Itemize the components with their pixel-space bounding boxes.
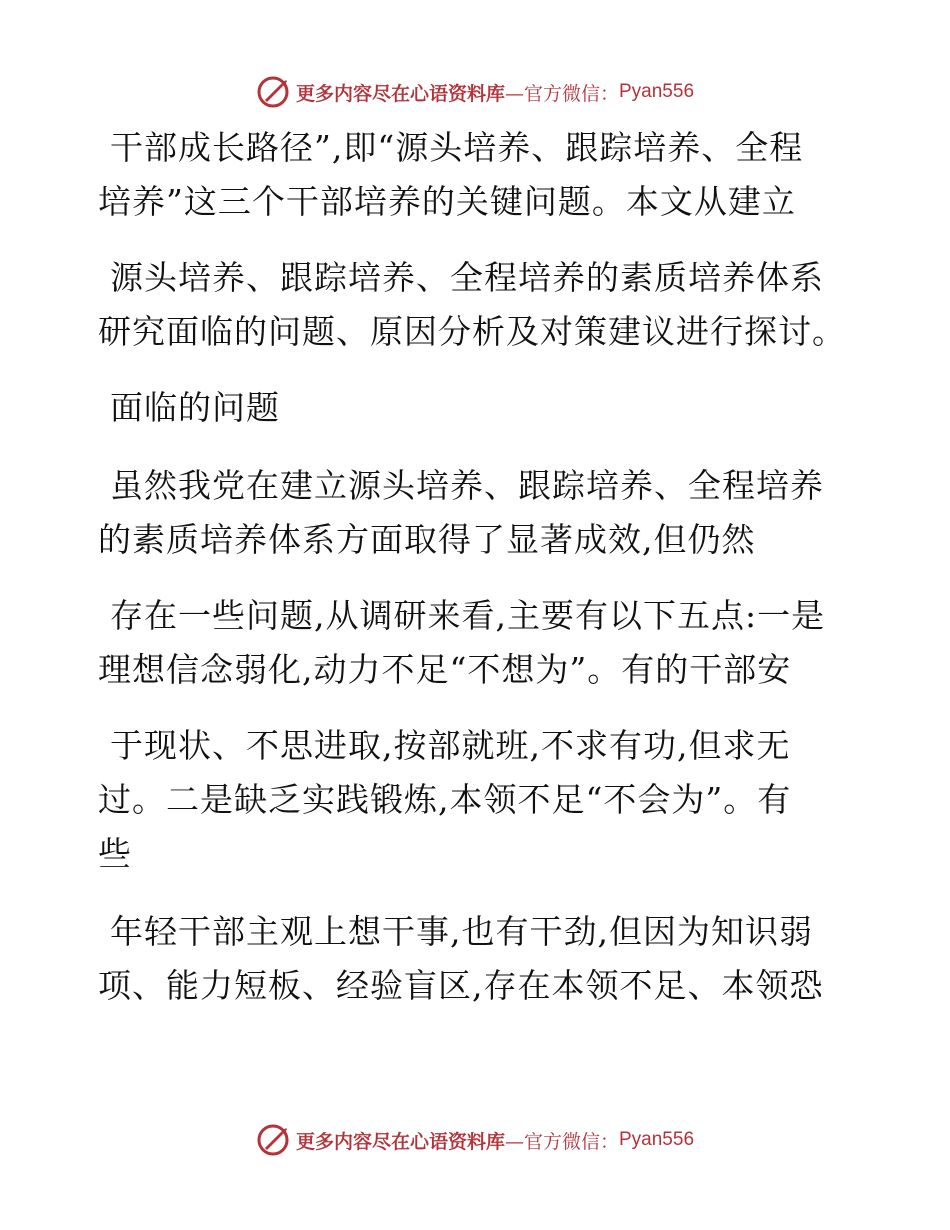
body-line: 理想信念弱化,动力不足“不想为”。有的干部安 — [98, 650, 792, 689]
watermark-title: 更多内容尽在心语资料库 — [295, 1130, 505, 1153]
watermark-account: Pyan556 — [619, 81, 695, 102]
body-line: 过。二是缺乏实践锻炼,本领不足“不会为”。有 — [98, 780, 792, 819]
body-line: 的素质培养体系方面取得了显著成效,但仍然 — [98, 520, 756, 559]
header-watermark — [0, 72, 950, 112]
watermark-account: Pyan556 — [619, 1129, 695, 1150]
body-line: 项、能力短板、经验盲区,存在本领不足、本领恐 — [98, 966, 824, 1005]
body-line: 干部成长路径”,即“源头培养、跟踪培养、全程 — [110, 128, 804, 167]
body-line: 存在一些问题,从调研来看,主要有以下五点:一是 — [110, 596, 826, 635]
footer-watermark — [0, 1120, 950, 1160]
quill-logo-icon — [256, 75, 290, 109]
watermark-separator: —官方微信： — [504, 1130, 619, 1153]
watermark-title: 更多内容尽在心语资料库 — [295, 82, 505, 105]
body-line: 源头培养、跟踪培养、全程培养的素质培养体系 — [110, 258, 824, 297]
section-heading: 面临的问题 — [110, 388, 280, 427]
body-line: 培养”这三个干部培养的关键问题。本文从建立 — [98, 182, 796, 221]
quill-logo-icon — [256, 1123, 290, 1157]
body-line: 些 — [98, 834, 132, 873]
body-line: 年轻干部主观上想干事,也有干劲,但因为知识弱 — [110, 912, 813, 951]
watermark-separator: —官方微信： — [504, 82, 619, 105]
body-line: 于现状、不思进取,按部就班,不求有功,但求无 — [110, 726, 791, 765]
body-line: 虽然我党在建立源头培养、跟踪培养、全程培养 — [110, 466, 824, 505]
body-line: 研究面临的问题、原因分析及对策建议进行探讨。 — [98, 312, 846, 351]
